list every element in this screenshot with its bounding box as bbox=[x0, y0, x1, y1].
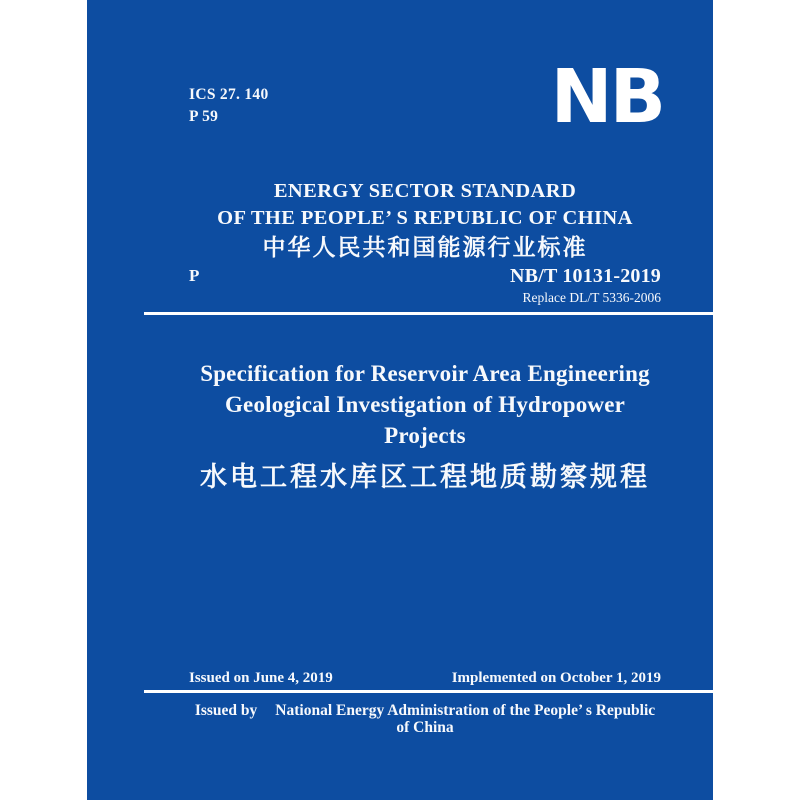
title-cn: 水电工程水库区工程地质勘察规程 bbox=[200, 462, 650, 492]
standard-title bbox=[189, 358, 661, 495]
org-name-en-line1: ENERGY SECTOR STANDARD bbox=[273, 180, 577, 202]
doc-class-letter: P bbox=[189, 266, 200, 285]
org-name-cn: 中华人民共和国能源行业标准 bbox=[262, 235, 588, 261]
standard-body-header bbox=[189, 178, 661, 263]
china-classification-code: P 59 bbox=[189, 108, 219, 125]
title-en-line1: Specification for Reservoir Area Engineering bbox=[200, 361, 650, 386]
issuer-row bbox=[189, 702, 661, 736]
nb-logo: NB bbox=[550, 54, 663, 140]
issued-by-label: Issued by bbox=[194, 702, 258, 719]
standard-number-block bbox=[510, 266, 661, 305]
bottom-divider-line bbox=[144, 690, 713, 693]
title-en-line2: Geological Investigation of Hydropower Projects bbox=[224, 392, 626, 448]
top-divider-line bbox=[144, 312, 713, 315]
ics-code: ICS 27. 140 bbox=[189, 86, 269, 103]
classification-codes bbox=[189, 84, 269, 128]
implemented-date: Implemented on October 1, 2019 bbox=[451, 670, 661, 686]
replaced-standard: Replace DL/T 5336-2006 bbox=[522, 290, 661, 305]
dates-row bbox=[189, 670, 661, 686]
standard-cover-page bbox=[87, 0, 713, 800]
standard-number: NB/T 10131-2019 bbox=[510, 265, 661, 287]
designation-row bbox=[189, 266, 661, 305]
issued-by-value: National Energy Administration of the People’ s Republic of China bbox=[275, 702, 656, 736]
issued-date: Issued on June 4, 2019 bbox=[189, 670, 333, 686]
org-name-en-line2: OF THE PEOPLE’ S REPUBLIC OF CHINA bbox=[217, 207, 633, 229]
